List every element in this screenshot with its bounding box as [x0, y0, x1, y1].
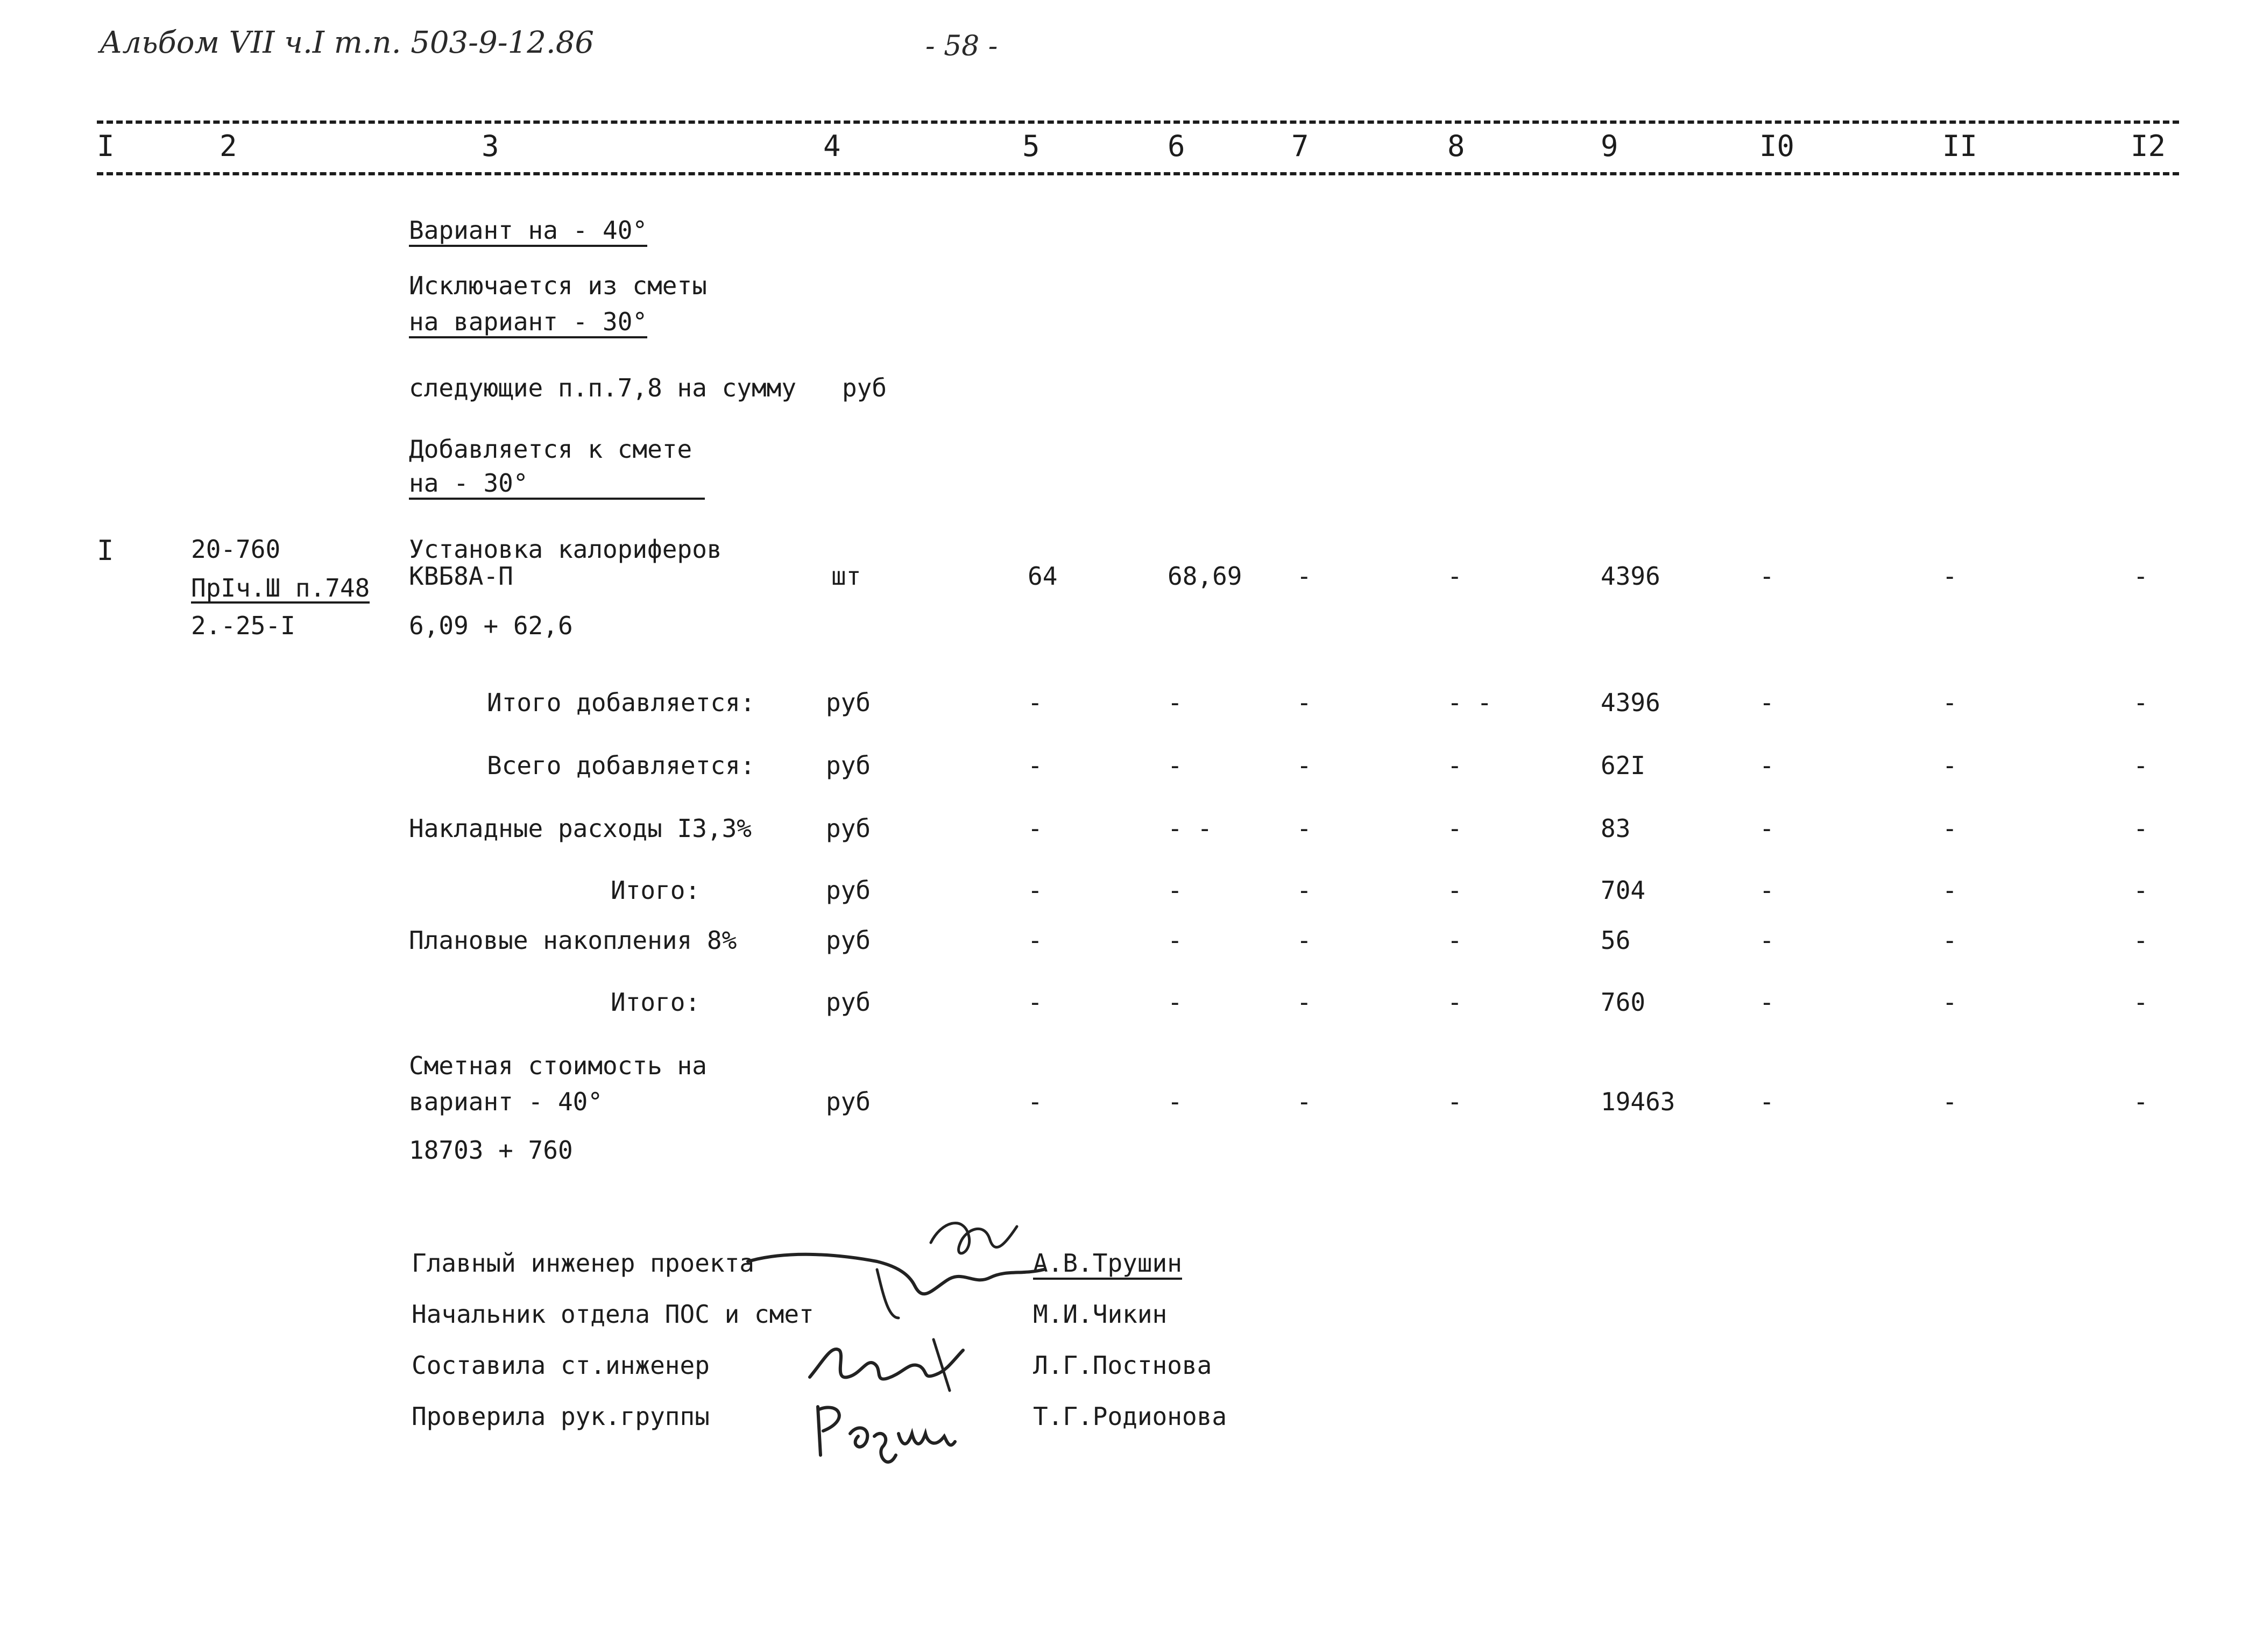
summary-col-12: - — [2133, 688, 2148, 717]
summary-col-7: - — [1297, 988, 1312, 1017]
summary-col-10: - — [1759, 876, 1774, 905]
total-col-5: - — [1028, 1087, 1043, 1116]
column-header-4: 4 — [823, 129, 841, 163]
column-header-5: 5 — [1022, 129, 1040, 163]
item-col-10: - — [1759, 562, 1774, 591]
summary-col-5: - — [1028, 814, 1043, 843]
summary-col-5: - — [1028, 926, 1043, 955]
exclude-line-2: на вариант - 30° — [409, 309, 647, 338]
item-unit: шт — [831, 562, 861, 591]
item-col-8: - — [1447, 562, 1462, 591]
summary-unit: руб — [826, 876, 871, 905]
chief-engineer-signature-graphic — [737, 1210, 1060, 1339]
item-col-9: 4396 — [1601, 562, 1660, 591]
summary-unit: руб — [826, 751, 871, 780]
summary-col-12: - — [2133, 876, 2148, 905]
total-col-6: - — [1168, 1087, 1183, 1116]
summary-label: Всего добавляется: — [487, 751, 755, 780]
summary-label: Итого: — [611, 876, 701, 905]
summary-col-7: - — [1297, 926, 1312, 955]
summary-col-7: - — [1297, 876, 1312, 905]
total-unit: руб — [826, 1087, 871, 1116]
add-line-1: Добавляется к смете — [409, 435, 692, 464]
exclude-line-1: Исключается из сметы — [409, 271, 707, 300]
item-code-2: ПрIч.Ш п.748 — [191, 573, 370, 602]
total-formula: 18703 + 760 — [409, 1136, 573, 1165]
total-col-11: - — [1942, 1087, 1957, 1116]
signature-role: Составила ст.инженер — [412, 1351, 710, 1380]
summary-col-11: - — [1942, 814, 1957, 843]
summary-col-8: - — [1447, 814, 1462, 843]
summary-col-7: - — [1297, 751, 1312, 780]
summary-col-6: - — [1168, 926, 1183, 955]
summary-label: Накладные расходы I3,3% — [409, 814, 752, 843]
item-col-7: - — [1297, 562, 1312, 591]
summary-unit: руб — [826, 688, 871, 717]
following-items-unit: руб — [842, 373, 887, 402]
summary-label: Плановые накопления 8% — [409, 926, 737, 955]
summary-col-11: - — [1942, 688, 1957, 717]
summary-col-9: 56 — [1601, 926, 1631, 955]
summary-col-6: - — [1168, 988, 1183, 1017]
total-col-10: - — [1759, 1087, 1774, 1116]
summary-col-5: - — [1028, 988, 1043, 1017]
summary-label: Итого добавляется: — [487, 688, 755, 717]
header-bottom-rule — [97, 172, 2179, 175]
summary-col-8: - - — [1447, 688, 1493, 717]
column-header-1: I — [97, 129, 115, 163]
signature-role: Начальник отдела ПОС и смет — [412, 1300, 814, 1329]
total-col-8: - — [1447, 1087, 1462, 1116]
total-col-12: - — [2133, 1087, 2148, 1116]
item-code-1: 20-760 — [191, 535, 281, 564]
item-name-2: КВБ8А-П — [409, 562, 513, 591]
summary-col-10: - — [1759, 926, 1774, 955]
summary-col-6: - — [1168, 876, 1183, 905]
summary-col-5: - — [1028, 876, 1043, 905]
summary-col-8: - — [1447, 876, 1462, 905]
album-reference: Альбом VII ч.I т.п. 503-9-12.86 — [100, 25, 594, 60]
summary-col-7: - — [1297, 688, 1312, 717]
header-top-rule — [97, 120, 2179, 124]
item-formula: 6,09 + 62,6 — [409, 611, 573, 640]
item-col-6: 68,69 — [1168, 562, 1242, 591]
column-header-2: 2 — [220, 129, 237, 163]
signature-role: Проверила рук.группы — [412, 1402, 710, 1431]
summary-col-8: - — [1447, 988, 1462, 1017]
item-number: I — [97, 535, 114, 567]
column-header-8: 8 — [1447, 129, 1465, 163]
summary-col-11: - — [1942, 751, 1957, 780]
summary-col-10: - — [1759, 988, 1774, 1017]
signature-name: Л.Г.Постнова — [1033, 1351, 1212, 1380]
summary-col-8: - — [1447, 926, 1462, 955]
summary-col-9: 760 — [1601, 988, 1646, 1017]
item-col-12: - — [2133, 562, 2148, 591]
summary-col-10: - — [1759, 814, 1774, 843]
total-col-9: 19463 — [1601, 1087, 1675, 1116]
following-items-text: следующие п.п.7,8 на сумму — [409, 373, 797, 402]
checker-signature-graphic — [807, 1391, 968, 1482]
column-header-12: I2 — [2131, 129, 2166, 163]
summary-unit: руб — [826, 814, 871, 843]
item-col-11: - — [1942, 562, 1957, 591]
summary-col-9: 704 — [1601, 876, 1646, 905]
summary-col-5: - — [1028, 751, 1043, 780]
page-number: - 58 - — [925, 30, 998, 62]
summary-col-6: - - — [1168, 814, 1213, 843]
column-header-6: 6 — [1168, 129, 1185, 163]
variant-title: Вариант на - 40° — [409, 218, 647, 247]
column-header-9: 9 — [1601, 129, 1618, 163]
summary-unit: руб — [826, 926, 871, 955]
summary-col-12: - — [2133, 814, 2148, 843]
item-name-1: Установка калориферов — [409, 535, 722, 564]
summary-col-11: - — [1942, 988, 1957, 1017]
signature-name: М.И.Чикин — [1033, 1300, 1168, 1329]
total-label-1: Сметная стоимость на — [409, 1051, 707, 1080]
summary-col-12: - — [2133, 988, 2148, 1017]
signature-role: Главный инженер проекта — [412, 1249, 754, 1278]
signature-name: А.В.Трушин — [1033, 1251, 1182, 1280]
summary-unit: руб — [826, 988, 871, 1017]
summary-col-6: - — [1168, 688, 1183, 717]
summary-col-5: - — [1028, 688, 1043, 717]
summary-col-12: - — [2133, 751, 2148, 780]
summary-col-11: - — [1942, 926, 1957, 955]
compiler-signature-graphic — [802, 1329, 979, 1399]
column-header-10: I0 — [1759, 129, 1795, 163]
total-label-2: вариант - 40° — [409, 1087, 603, 1116]
column-header-11: II — [1942, 129, 1978, 163]
summary-col-9: 62I — [1601, 751, 1646, 780]
summary-col-10: - — [1759, 688, 1774, 717]
summary-col-10: - — [1759, 751, 1774, 780]
add-line-2: на - 30° — [409, 471, 705, 500]
summary-col-12: - — [2133, 926, 2148, 955]
column-header-3: 3 — [482, 129, 499, 163]
signature-name: Т.Г.Родионова — [1033, 1402, 1227, 1431]
summary-col-7: - — [1297, 814, 1312, 843]
summary-col-9: 83 — [1601, 814, 1631, 843]
summary-col-11: - — [1942, 876, 1957, 905]
summary-col-8: - — [1447, 751, 1462, 780]
item-col-5: 64 — [1028, 562, 1058, 591]
item-code-3: 2.-25-I — [191, 611, 295, 640]
column-header-7: 7 — [1291, 129, 1309, 163]
summary-label: Итого: — [611, 988, 701, 1017]
total-col-7: - — [1297, 1087, 1312, 1116]
summary-col-6: - — [1168, 751, 1183, 780]
summary-col-9: 4396 — [1601, 688, 1660, 717]
